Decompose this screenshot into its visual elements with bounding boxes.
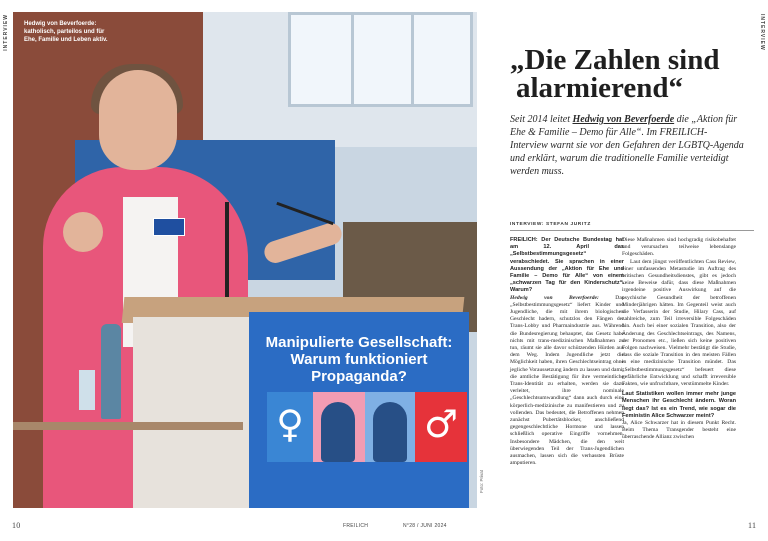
speaker-hand-left — [63, 212, 103, 252]
page-number-right: 11 — [748, 521, 757, 530]
article-byline: INTERVIEW: STEFAN JURITZ — [510, 222, 591, 227]
magazine-name: FREILICH — [343, 523, 369, 529]
table-shelf — [13, 422, 243, 430]
article-photo — [13, 12, 477, 508]
girl-silhouette-icon — [321, 402, 355, 462]
water-bottle — [101, 324, 121, 419]
boy-silhouette-icon — [373, 402, 407, 462]
article-headline: „Die Zahlen sind alarmierend“ — [510, 44, 720, 104]
issue-number: N°28 / JUNI 2024 — [403, 523, 447, 529]
speaker-badge — [153, 218, 185, 236]
page-number-left: 10 — [12, 521, 21, 530]
article-column-2 — [622, 237, 736, 442]
question-2: Laut Statistiken wollen immer mehr junge Menschen ihr Geschlecht ändern. Woran liegt das? Ist es ein Trend, wie sogar die Feministin Alice Schwarzer meint? — [622, 391, 736, 419]
section-label-right: INTERVIEW — [759, 14, 765, 51]
lead-name: Hedwig von Beverfoerde — [572, 114, 675, 125]
answer-1-para-2: Laut dem jüngst veröffentlichten Cass Review, einer umfassenden Metastudie im Auftrag des britischen Gesundheitsdienstes, gibt es jedoch keine Beweise dafür, dass diese Maßnahmen irgendeine positive Auswirkung auf die psychische Gesundheit der betroffenen Minderjährigen hätten. Im Gegenteil weist auch die Verfasserin der Studie, Hilary Cass, auf zahlreiche, zum Teil irreversible Folgeschäden hin. Auch bei einer sozialen Transition, also der Änderung des Geschlechtseintrags, des Namens, der Pronomen etc., ließen sich keine positiven Folgen nachweisen. Vielmehr bestätigt die Studie, dass die soziale Transition in den meisten Fällen in eine medizinische Transition mündet. Das „Selbstbestimmungsgesetz“ befeuert diese gefährliche Entwicklung und schafft irreversible Fakten, wie unfruchtbare, verstümmelte Kinder. — [622, 258, 736, 388]
microphone-stand — [225, 202, 229, 297]
podium-sign — [249, 312, 469, 508]
article-lead: Seit 2014 leitet Hedwig von Beverfoerde die „Aktion für Ehe & Familie – Demo für Alle“. Im FREILICH-Interview warnt sie vor den Gefahren der LGBTQ-Agenda und erklärt, warum die traditionelle Familie verteidigt werden muss. — [510, 114, 744, 177]
podium-sign-title: Manipulierte Gesellschaft: Warum funktioniert Propaganda? — [265, 334, 453, 385]
photo-caption: Hedwig von Beverfoerde: katholisch, parteilos und für Ehe, Familie und Leben aktiv. — [24, 21, 108, 43]
byline-rule — [510, 230, 754, 231]
article-column-1 — [510, 237, 624, 468]
female-symbol-icon: ♀ — [276, 402, 304, 446]
answer-1-cont: Diese Maßnahmen sind hochgradig risikobehaftet und verursachen teilweise lebenslange Folgeschäden. — [622, 237, 736, 258]
question-1: FREILICH: Der Deutsche Bundestag hat am 12. April das „Selbstbestimmungsgesetz“ verabschiedet. Sie sprachen in einer Aussendung der „Aktion für Ehe und Familie – Demo für Alle“ von einem „schwarzen Tag für den Kinderschutz“. Warum? — [510, 237, 624, 294]
male-symbol-icon: ♂ — [423, 402, 459, 446]
answer-1: Hedwig von Beverfoerde: Das „Selbstbestimmungsgesetz“ liefert Kinder und Jugendliche, die mit ihrem biologischen Geschlecht hadern, schutzlos den Fängen der Trans-Lobby und Pharmaindustrie aus. Während die Bundesregierung behauptet, das Gesetz habe nichts mit trans-medizinischen Maßnahmen zu tun, räumt sie alle davor schützenden Hürden aus dem Weg. Indem Jugendliche jetzt die Möglichkeit haben, ihren Geschlechtseintrag ohne jegliche Voraussetzung ändern zu lassen und damit die amtliche Bestätigung für ihre vermeintliche Trans-Identität zu erhalten, werden sie dazu verleitet, ihre nominale „Geschlechtsumwandlung“ dann auch durch eine körperlich-medizinische zu manifestieren und zu vollenden. Das bedeutet, die Betroffenen nehmen zunächst Pubertätsblocker, anschließend gegengeschlechtliche Hormone und lassen schließlich operative Eingriffe vornehmen. Insbesondere Mädchen, die den weit überwiegenden Teil der Trans-Jugendlichen ausmachen, lassen sich die verhassten Brüste amputieren. — [510, 294, 624, 467]
section-label-left: INTERVIEW — [3, 14, 9, 51]
speaker-face — [99, 70, 177, 170]
answer-2: Ja, Alice Schwarzer hat in diesem Punkt Recht. Beim Thema Transgender besteht eine überraschende Allianz zwischen — [622, 420, 736, 441]
photo-window — [288, 12, 473, 107]
water-glass — [79, 370, 95, 410]
photo-credit: Foto: Privat — [479, 470, 484, 494]
